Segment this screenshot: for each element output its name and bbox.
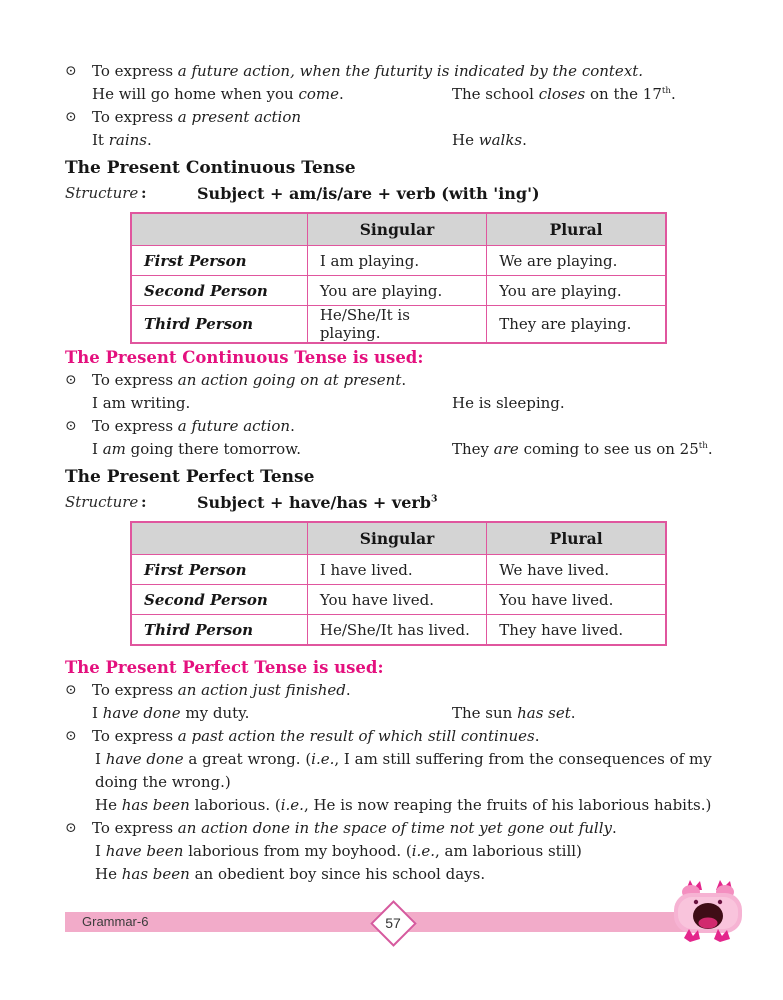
bullet-item bbox=[65, 725, 728, 748]
bullet-text: To express a future action. bbox=[92, 417, 295, 435]
bullet-text: To express a past action the result of which still continues. bbox=[92, 727, 540, 745]
example-right: The school closes on the 17th. bbox=[452, 85, 676, 103]
cell-plural: We are playing. bbox=[487, 246, 666, 276]
page-content bbox=[65, 60, 728, 886]
row-label: Second Person bbox=[131, 276, 307, 306]
table-row bbox=[131, 276, 666, 306]
example-row bbox=[65, 702, 728, 725]
example-row bbox=[65, 83, 728, 106]
example-right: They are coming to see us on 25th. bbox=[452, 440, 713, 458]
table-header-plural: Plural bbox=[487, 522, 666, 555]
example-left: I am writing. bbox=[92, 394, 191, 412]
present-perfect-section bbox=[65, 465, 728, 886]
bullet-item bbox=[65, 106, 728, 129]
bullet-text: To express an action going on at present. bbox=[92, 371, 407, 389]
example-row bbox=[65, 129, 728, 152]
page-number: 57 bbox=[385, 915, 401, 931]
bullet-item bbox=[65, 415, 728, 438]
bullet-text: To express an action done in the space of time not yet gone out fully. bbox=[92, 819, 617, 837]
example-row bbox=[65, 438, 728, 461]
example-paragraph: He has been an obedient boy since his school days. bbox=[95, 865, 486, 883]
structure-row bbox=[65, 181, 728, 206]
intro-section bbox=[65, 60, 728, 152]
table-row bbox=[131, 585, 666, 615]
cell-plural: You are playing. bbox=[487, 276, 666, 306]
example-paragraph: He has been laborious. (i.e., He is now reaping the fruits of his laborious habits.) bbox=[95, 796, 712, 814]
structure-colon: : bbox=[141, 493, 147, 511]
footer-book-label: Grammar-6 bbox=[82, 914, 149, 929]
example-paragraph: I have done a great wrong. (i.e., I am still suffering from the consequences of my doing the wrong.) bbox=[95, 750, 712, 791]
bullet-item bbox=[65, 817, 728, 840]
bullet-icon: ⊙ bbox=[65, 820, 77, 836]
bullet-text: To express an action just finished. bbox=[92, 681, 351, 699]
example-left: I am going there tomorrow. bbox=[92, 440, 301, 458]
structure-label: Structure bbox=[65, 184, 139, 202]
bullet-text: To express a present action bbox=[92, 108, 302, 126]
cell-singular: He/She/It is playing. bbox=[307, 306, 486, 344]
cell-plural: They have lived. bbox=[487, 615, 666, 646]
table-header-row bbox=[131, 522, 666, 555]
table-header-plural: Plural bbox=[487, 213, 666, 246]
cell-singular: I am playing. bbox=[307, 246, 486, 276]
example-left: It rains. bbox=[92, 131, 152, 149]
table-header-blank bbox=[131, 213, 307, 246]
row-label: First Person bbox=[131, 555, 307, 585]
bullet-icon: ⊙ bbox=[65, 63, 77, 79]
mascot-icon bbox=[660, 876, 755, 954]
table-row bbox=[131, 555, 666, 585]
example-right: The sun has set. bbox=[452, 704, 576, 722]
row-label: Third Person bbox=[131, 306, 307, 344]
bullet-item bbox=[65, 369, 728, 392]
structure-row bbox=[65, 490, 728, 515]
example-left: I have done my duty. bbox=[92, 704, 250, 722]
row-label: Second Person bbox=[131, 585, 307, 615]
cell-singular: I have lived. bbox=[307, 555, 486, 585]
cell-singular: He/She/It has lived. bbox=[307, 615, 486, 646]
example-row bbox=[65, 392, 728, 415]
bullet-icon: ⊙ bbox=[65, 418, 77, 434]
row-label: First Person bbox=[131, 246, 307, 276]
example-right: He walks. bbox=[452, 131, 527, 149]
present-continuous-section bbox=[65, 156, 728, 461]
conjugation-table bbox=[130, 212, 667, 344]
example-right: He is sleeping. bbox=[452, 394, 565, 412]
usage-heading: The Present Perfect Tense is used: bbox=[65, 658, 384, 677]
structure-value: Subject + have/has + verb$^3$ bbox=[197, 493, 438, 512]
section-title: The Present Perfect Tense bbox=[65, 467, 315, 487]
bullet-item bbox=[65, 679, 728, 702]
example-paragraph: I have been laborious from my boyhood. (i.e., am laborious still) bbox=[95, 842, 582, 860]
table-header-singular: Singular bbox=[307, 522, 486, 555]
cell-singular: You are playing. bbox=[307, 276, 486, 306]
example-left: He will go home when you come. bbox=[92, 85, 344, 103]
table-row bbox=[131, 615, 666, 646]
cell-plural: They are playing. bbox=[487, 306, 666, 344]
bullet-item bbox=[65, 60, 728, 83]
row-label: Third Person bbox=[131, 615, 307, 646]
bullet-icon: ⊙ bbox=[65, 372, 77, 388]
usage-heading: The Present Continuous Tense is used: bbox=[65, 348, 424, 367]
table-row bbox=[131, 246, 666, 276]
bullet-icon: ⊙ bbox=[65, 109, 77, 125]
section-title: The Present Continuous Tense bbox=[65, 158, 356, 178]
conjugation-table bbox=[130, 521, 667, 646]
cell-plural: We have lived. bbox=[487, 555, 666, 585]
structure-value: Subject + am/is/are + verb (with 'ing') bbox=[197, 184, 540, 203]
table-row bbox=[131, 306, 666, 344]
table-header-blank bbox=[131, 522, 307, 555]
cell-plural: You have lived. bbox=[487, 585, 666, 615]
bullet-icon: ⊙ bbox=[65, 682, 77, 698]
table-header-singular: Singular bbox=[307, 213, 486, 246]
cell-singular: You have lived. bbox=[307, 585, 486, 615]
structure-colon: : bbox=[141, 184, 147, 202]
table-header-row bbox=[131, 213, 666, 246]
bullet-text: To express a future action, when the futurity is indicated by the context. bbox=[92, 62, 644, 80]
bullet-icon: ⊙ bbox=[65, 728, 77, 744]
structure-label: Structure bbox=[65, 493, 139, 511]
